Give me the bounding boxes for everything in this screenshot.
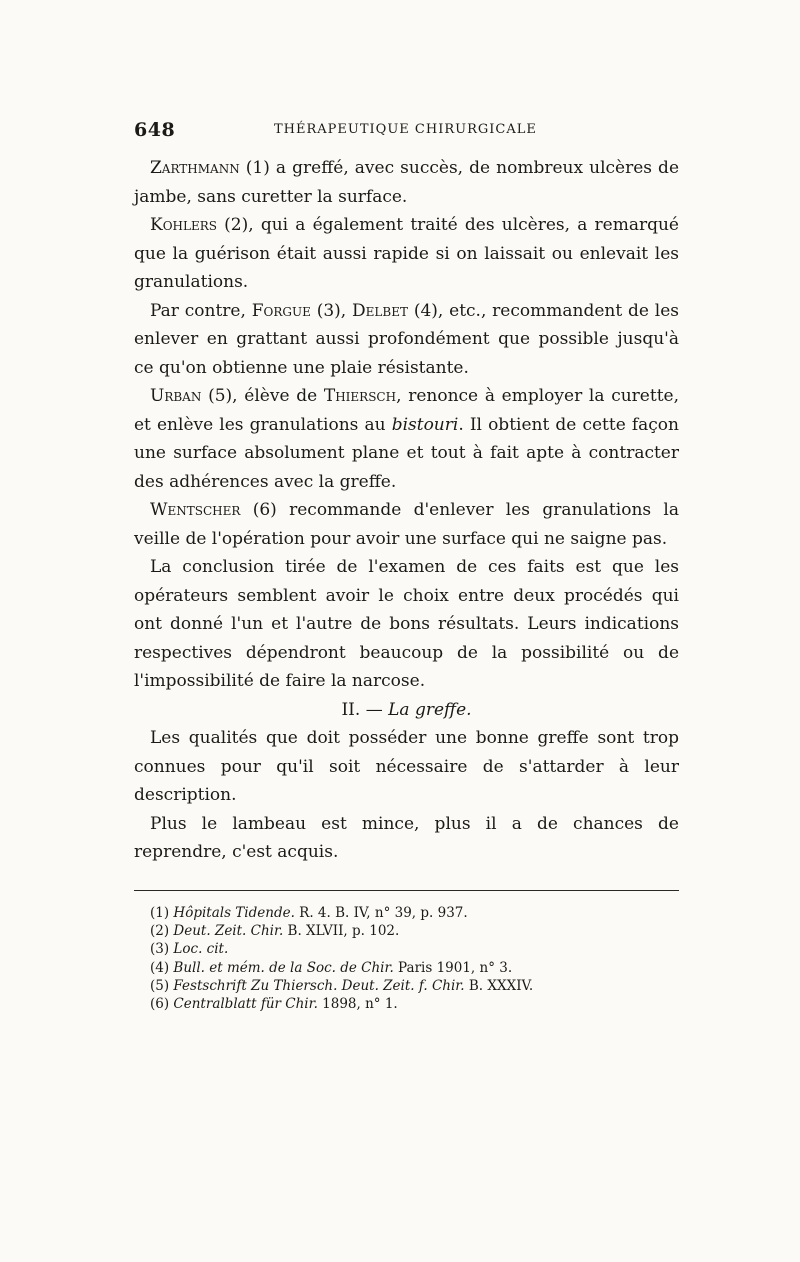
section-title: La greffe.	[388, 699, 472, 720]
footnote-number: (3)	[150, 941, 174, 958]
footnote-detail: B. XLVII, p. 102.	[283, 923, 400, 940]
author-name: Zarthmann	[150, 158, 240, 178]
paragraph	[134, 496, 679, 553]
footnote	[150, 940, 680, 958]
section-number: II. —	[341, 699, 389, 720]
paragraph-text: (5), élève de	[201, 386, 324, 406]
paragraph: Plus le lambeau est mince, plus il a de chances de reprendre, c'est acquis.	[134, 813, 679, 862]
footnote-source: Hôpitals Tidende.	[173, 905, 295, 921]
author-name: Thiersch	[323, 386, 397, 406]
footnote-source: Loc. cit.	[173, 941, 229, 958]
footnote-number: (2)	[150, 923, 174, 940]
footnotes	[150, 904, 680, 1013]
paragraph-text: (1) a greffé, avec succès, de nombreux ulcères de jambe, sans curetter la surface.	[134, 158, 679, 207]
paragraph: La conclusion tirée de l'examen de ces faits est que les opérateurs semblent avoir le choix entre deux procédés qui ont donné l'un et l'autre de bons résultats. Leurs indications respectives dépendront beaucoup de la possibilité ou de l'impossibilité de faire la narcose.	[134, 557, 679, 691]
author-name: Wentscher	[150, 500, 241, 520]
footnote-source: Centralblatt für Chir.	[173, 996, 318, 1013]
page-number: 648	[134, 119, 176, 141]
paragraph	[134, 154, 679, 211]
author-name: Forgue	[251, 300, 311, 321]
paragraph-text: (6) recommande d'enlever les granulations la veille de l'opération pour avoir une surface qui ne saigne pas.	[134, 500, 679, 549]
italic-term: bistouri	[391, 414, 459, 435]
running-title: THÉRAPEUTIQUE CHIRURGICALE	[274, 122, 537, 137]
footnote-source: Bull. et mém. de la Soc. de Chir.	[173, 959, 394, 976]
footnote-divider	[134, 890, 679, 891]
paragraph-text: . Il obtient de cette façon une surface absolument plane et tout à fait apte à contracter des adhérences avec la greffe.	[134, 414, 679, 492]
author-name: Urban	[150, 386, 202, 406]
footnote-detail: R. 4. B. IV, n° 39, p. 937.	[294, 905, 468, 921]
footnote	[150, 995, 680, 1013]
paragraph	[134, 382, 679, 496]
paragraph: Les qualités que doit posséder une bonne greffe sont trop connues pour qu'il soit nécessaire de s'attarder à leur description.	[134, 728, 679, 805]
paragraph-text: (2), qui a également traité des ulcères, a remarqué que la guérison était aussi rapide si on laissait ou enlevait les granulations.	[134, 215, 679, 292]
footnote	[150, 904, 680, 922]
footnote-number: (6)	[150, 996, 174, 1013]
footnote-number: (1)	[150, 905, 174, 921]
paragraph-text: , renonce à employer la curette, et enlève les granulations au	[134, 386, 679, 435]
footnote	[150, 959, 680, 977]
author-name: Delbet	[352, 300, 408, 321]
footnote	[150, 977, 680, 995]
paragraph	[134, 211, 679, 297]
footnote-number: (4)	[150, 959, 174, 976]
page-header	[134, 119, 679, 141]
footnote-detail: 1898, n° 1.	[317, 996, 398, 1013]
footnote-detail: Paris 1901, n° 3.	[393, 959, 513, 976]
section-heading	[134, 696, 679, 725]
author-name: Kohlers	[150, 215, 217, 235]
footnote	[150, 922, 680, 940]
footnote-detail: B. XXXIV.	[464, 977, 534, 994]
paragraph	[134, 297, 679, 383]
footnote-source: Festschrift Zu Thiersch. Deut. Zeit. f. Chir.	[173, 977, 465, 994]
paragraph-text: (3),	[310, 300, 353, 321]
footnote-number: (5)	[150, 977, 174, 994]
paragraph-text: (4), etc., recommandent de les enlever en grattant aussi profondément que possible jusqu'à ce qu'on obtienne une plaie résistante.	[134, 300, 679, 378]
footnote-source: Deut. Zeit. Chir.	[173, 923, 284, 940]
paragraph-text: Par contre,	[150, 300, 252, 321]
body-text	[134, 154, 679, 867]
